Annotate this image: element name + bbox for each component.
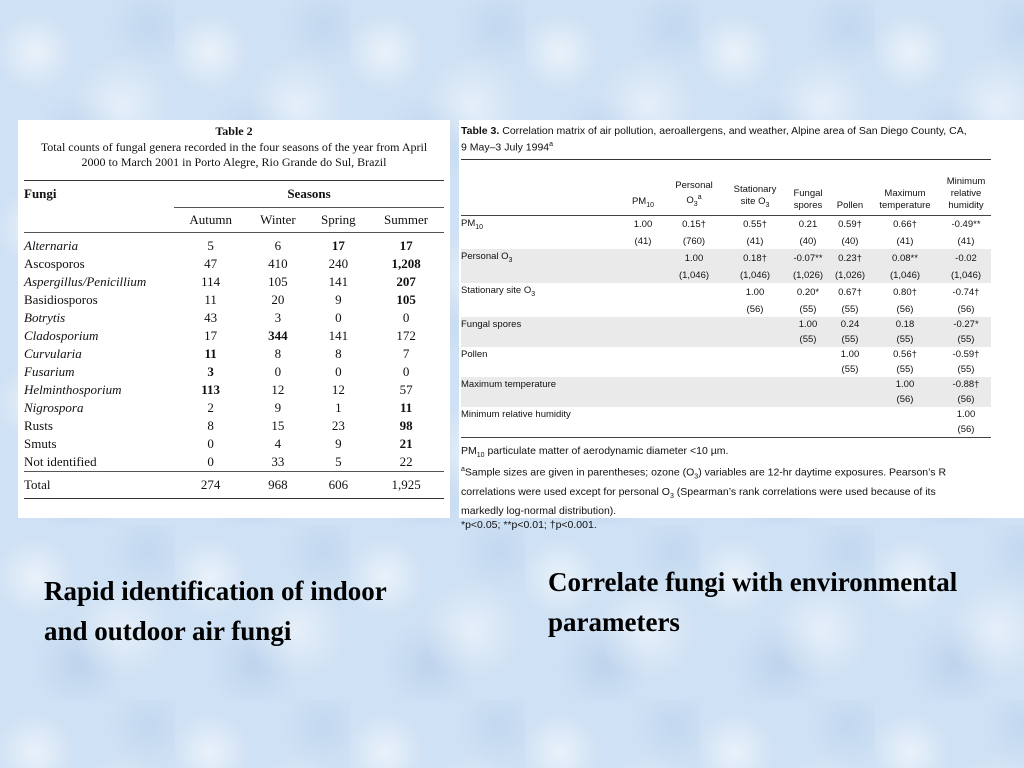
sample-size-cell: (1,026) xyxy=(785,268,831,283)
correlation-cell xyxy=(725,377,785,392)
count-cell: 0 xyxy=(207,454,214,469)
row-label: $PM_{10}$ xyxy=(461,217,484,231)
sample-size-cell xyxy=(869,422,941,438)
count-cell: 7 xyxy=(402,346,410,361)
sample-size-cell xyxy=(785,362,831,377)
sample-size-cell: (55) xyxy=(957,364,975,376)
count-cell: 17 xyxy=(399,238,413,253)
correlation-cell xyxy=(663,407,725,422)
total-cell: 274 xyxy=(174,472,247,499)
correlation-cell: 0.21 xyxy=(798,219,818,231)
count-cell: 9 xyxy=(335,292,342,307)
sample-size-cell xyxy=(725,392,785,407)
correlation-cell: 0.15† xyxy=(682,219,706,231)
count-cell: 9 xyxy=(274,400,282,415)
table-row xyxy=(461,249,991,268)
sample-size-cell xyxy=(831,422,869,438)
count-cell: 105 xyxy=(268,274,288,289)
count-cell: 5 xyxy=(207,238,214,253)
sample-size-cell: (55) xyxy=(869,332,941,347)
total-cell: 968 xyxy=(247,472,308,499)
table-row xyxy=(24,363,444,381)
table-row xyxy=(461,332,991,347)
sample-size-cell xyxy=(623,392,663,407)
count-cell: 344 xyxy=(268,328,288,343)
correlation-cell: -0.27* xyxy=(941,317,991,332)
sample-size-cell: (1,046) xyxy=(725,268,785,283)
table-row xyxy=(461,302,991,317)
sample-size-cell: (1,046) xyxy=(941,268,991,283)
count-cell: 0 xyxy=(402,310,410,325)
sample-size-cell xyxy=(623,332,663,347)
table-row xyxy=(461,392,991,407)
correlation-cell: 0.80† xyxy=(893,287,917,299)
table-3-caption xyxy=(461,124,1024,155)
sample-size-cell xyxy=(623,362,663,377)
row-label-blank xyxy=(461,234,623,249)
caption-footnote-mark: a xyxy=(549,141,554,148)
col-header-fungal-spores: Fungal spores xyxy=(785,159,831,215)
table-row xyxy=(461,268,991,283)
sample-size-cell: (56) xyxy=(941,392,991,407)
count-cell: 15 xyxy=(271,418,285,433)
correlation-cell: 0.18 xyxy=(869,317,941,332)
sample-size-cell xyxy=(725,332,785,347)
table-row xyxy=(461,317,991,332)
season-col-header: Autumn xyxy=(174,208,247,233)
sample-size-cell: (55) xyxy=(785,332,831,347)
count-cell: 8 xyxy=(207,418,214,433)
sample-size-cell xyxy=(785,422,831,438)
count-cell: 98 xyxy=(399,418,413,433)
correlation-cell xyxy=(725,347,785,362)
correlation-cell: 0.23† xyxy=(831,249,869,268)
count-cell: 4 xyxy=(274,436,282,451)
col-header-pm10: $PM_{10}$ xyxy=(623,159,663,215)
sample-size-cell: (41) xyxy=(896,236,914,248)
table-row xyxy=(24,417,444,435)
sample-size-cell: (40) xyxy=(841,236,859,248)
count-cell: 12 xyxy=(271,382,285,397)
fungus-name: Cladosporium xyxy=(24,328,99,343)
count-cell: 0 xyxy=(335,364,342,379)
correlation-cell: 0.18† xyxy=(725,249,785,268)
sample-size-cell xyxy=(663,392,725,407)
correlation-cell xyxy=(725,317,785,332)
count-cell: 240 xyxy=(328,256,349,271)
sample-size-cell: (41) xyxy=(634,236,652,248)
count-cell: 23 xyxy=(331,418,345,433)
count-cell: 12 xyxy=(331,382,345,397)
count-cell: 105 xyxy=(396,292,416,307)
count-cell: 172 xyxy=(396,328,416,343)
col-header-stationary-o3: Stationary site $O_3$ xyxy=(725,159,785,215)
table-row xyxy=(461,234,991,249)
correlation-cell xyxy=(831,377,869,392)
fungus-name: Ascosporos xyxy=(24,256,85,271)
sample-size-cell: (56) xyxy=(957,304,975,316)
fungus-name: Alternaria xyxy=(24,238,79,253)
fungus-name: Helminthosporium xyxy=(24,382,122,397)
table-row xyxy=(461,407,991,422)
table-row xyxy=(24,453,444,472)
total-cell: 606 xyxy=(309,472,369,499)
fungi-header: Fungi xyxy=(24,181,174,208)
row-label: Minimum relative humidity xyxy=(461,409,571,421)
count-cell: 0 xyxy=(402,364,410,379)
count-cell: 57 xyxy=(399,382,413,397)
sample-size-cell xyxy=(725,422,785,438)
fungus-name: Fusarium xyxy=(24,364,75,379)
count-cell: 17 xyxy=(204,328,218,343)
row-label: Pollen xyxy=(461,349,488,361)
table-row xyxy=(24,309,444,327)
count-cell: 9 xyxy=(335,436,342,451)
count-cell: 21 xyxy=(399,436,413,451)
table-row xyxy=(461,362,991,377)
correlation-cell: 1.00 xyxy=(956,409,976,421)
correlation-cell: -0.49** xyxy=(951,219,981,231)
count-cell: 0 xyxy=(335,310,342,325)
season-col-header: Summer xyxy=(368,208,444,233)
fungus-name: Nigrospora xyxy=(24,400,84,415)
table-row xyxy=(24,399,444,417)
correlation-matrix-table xyxy=(461,159,991,439)
sample-size-cell xyxy=(663,332,725,347)
count-cell: 410 xyxy=(268,256,288,271)
correlation-cell: 0.20* xyxy=(796,287,820,299)
correlation-cell xyxy=(663,377,725,392)
sample-size-cell: (41) xyxy=(957,236,975,248)
row-label: Fungal spores xyxy=(461,317,623,332)
sample-size-cell: (1,026) xyxy=(831,268,869,283)
table-row xyxy=(461,283,991,302)
total-row xyxy=(24,472,444,499)
row-label-blank xyxy=(461,422,623,438)
row-label-blank xyxy=(461,392,623,407)
correlation-cell: 0.08** xyxy=(869,249,941,268)
row-label: Maximum temperature xyxy=(461,377,623,392)
row-label-blank xyxy=(461,362,623,377)
count-cell: 33 xyxy=(271,454,285,469)
sample-size-cell: (55) xyxy=(799,304,817,316)
count-cell: 22 xyxy=(399,454,413,469)
count-cell: 2 xyxy=(207,400,214,415)
count-cell: 47 xyxy=(204,256,218,271)
table-3-image xyxy=(459,120,1024,531)
correlation-cell: -0.88† xyxy=(941,377,991,392)
col-header-max-temp: Maximum temperature xyxy=(869,159,941,215)
sample-size-cell xyxy=(725,362,785,377)
table-row xyxy=(461,347,991,362)
row-label: Stationary site $O_3$ xyxy=(461,285,536,299)
count-cell: 0 xyxy=(274,364,282,379)
sample-size-cell: (56) xyxy=(869,392,941,407)
sample-size-cell: (760) xyxy=(682,236,706,248)
col-header-pollen: Pollen xyxy=(831,159,869,215)
correlation-cell: -0.74† xyxy=(952,287,980,299)
correlation-cell xyxy=(623,347,663,362)
correlation-cell: 0.55† xyxy=(743,219,767,231)
correlation-cell xyxy=(785,347,831,362)
count-cell: 114 xyxy=(201,274,221,289)
sample-size-cell: (56) xyxy=(746,304,764,316)
sample-size-cell xyxy=(623,422,663,438)
count-cell: 43 xyxy=(204,310,218,325)
count-cell: 11 xyxy=(399,400,413,415)
correlation-cell xyxy=(785,377,831,392)
correlation-cell: -0.07** xyxy=(785,249,831,268)
correlation-cell: -0.59† xyxy=(952,349,980,361)
row-label: Personal $O_3$ xyxy=(461,249,623,268)
table-3-label: Table 3. xyxy=(461,125,500,137)
correlation-cell: 0.66† xyxy=(893,219,917,231)
correlation-cell xyxy=(623,317,663,332)
right-caption-text: Correlate fungi with environmental parameters xyxy=(548,567,958,637)
count-cell: 1,208 xyxy=(391,256,421,271)
correlation-cell xyxy=(869,407,941,422)
correlation-cell: 1.00 xyxy=(663,249,725,268)
table-row xyxy=(24,327,444,345)
count-cell: 141 xyxy=(328,274,349,289)
sample-size-cell: (56) xyxy=(941,422,991,438)
count-cell: 8 xyxy=(274,346,282,361)
table-row xyxy=(461,377,991,392)
correlation-cell xyxy=(623,249,663,268)
correlation-cell: 1.00 xyxy=(840,349,860,361)
correlation-cell xyxy=(623,407,663,422)
count-cell: 0 xyxy=(207,436,214,451)
table-row xyxy=(24,233,444,256)
count-cell: 207 xyxy=(396,274,416,289)
count-cell: 1 xyxy=(335,400,342,415)
col-header-min-humidity: Minimum relative humidity xyxy=(941,159,991,215)
season-col-header: Spring xyxy=(309,208,369,233)
count-cell: 113 xyxy=(201,382,221,397)
fungus-name: Not identified xyxy=(24,454,97,469)
sample-size-cell: (1,046) xyxy=(663,268,725,283)
table-row xyxy=(461,215,991,234)
table-2-image xyxy=(18,120,450,518)
sample-size-cell xyxy=(623,302,663,317)
correlation-cell xyxy=(623,283,663,302)
table-row xyxy=(24,273,444,291)
correlation-cell xyxy=(831,407,869,422)
correlation-cell xyxy=(623,377,663,392)
sample-size-cell: (40) xyxy=(799,236,817,248)
correlation-cell xyxy=(663,317,725,332)
col-header-personal-o3: Personal $O_3^a$ xyxy=(663,159,725,215)
fungus-name: Curvularia xyxy=(24,346,82,361)
correlation-cell: 0.56† xyxy=(893,349,917,361)
left-caption-text: Rapid identification of indoor and outdoor air fungi xyxy=(44,576,387,646)
count-cell: 6 xyxy=(274,238,282,253)
sample-size-cell: (55) xyxy=(841,304,859,316)
correlation-cell: 1.00 xyxy=(869,377,941,392)
table-2-title: Table 2 xyxy=(215,124,253,138)
count-cell: 5 xyxy=(335,454,342,469)
sample-size-cell: (55) xyxy=(896,364,914,376)
total-label: Total xyxy=(24,472,174,499)
sample-size-cell xyxy=(663,302,725,317)
table-3-caption-line2: 9 May–3 July 1994 xyxy=(461,141,550,154)
correlation-cell xyxy=(725,407,785,422)
table-3-caption-line1: Correlation matrix of air pollution, aeroallergens, and weather, Alpine area of San Diego County, CA, xyxy=(502,125,967,137)
sample-size-cell xyxy=(785,392,831,407)
correlation-cell xyxy=(663,347,725,362)
sample-size-cell xyxy=(831,392,869,407)
fungus-name: Rusts xyxy=(24,418,53,433)
sample-size-cell: (56) xyxy=(896,304,914,316)
sample-size-cell xyxy=(623,268,663,283)
table-row xyxy=(24,291,444,309)
table-3-footnotes: $PM_{10}$ particulate matter of aerodynamic diameter <10 µm. $^a$Sample sizes are given in parentheses; ozone $(O_3)$ variables are 12-hr daytime exposures. Pearson’s R correlations were used except for personal $O_3$ (Spearman’s rank correlations were used because of its markedly log-normal distribution). *p<0.05; **p<0.01; †p<0.001. xyxy=(461,445,947,531)
count-cell: 141 xyxy=(328,328,349,343)
sample-size-cell xyxy=(663,362,725,377)
table-row xyxy=(24,255,444,273)
table-row xyxy=(24,345,444,363)
count-cell: 11 xyxy=(204,346,217,361)
count-cell: 11 xyxy=(204,292,217,307)
fungus-name: Botrytis xyxy=(24,310,66,325)
fungus-name: Smuts xyxy=(24,436,57,451)
correlation-cell: 0.59† xyxy=(838,219,862,231)
correlation-cell: 0.24 xyxy=(831,317,869,332)
sample-size-cell: (41) xyxy=(746,236,764,248)
correlation-cell xyxy=(785,407,831,422)
fungus-name: Aspergillus/Penicillium xyxy=(24,274,147,289)
count-cell: 8 xyxy=(335,346,342,361)
sample-size-cell: (55) xyxy=(831,332,869,347)
fungal-counts-table xyxy=(24,180,444,499)
sample-size-cell: (55) xyxy=(841,364,859,376)
count-cell: 3 xyxy=(207,364,214,379)
correlation-cell: 0.67† xyxy=(838,287,862,299)
season-col-header: Winter xyxy=(247,208,308,233)
correlation-cell: 1.00 xyxy=(785,317,831,332)
total-cell: 1,925 xyxy=(368,472,444,499)
count-cell: 3 xyxy=(274,310,282,325)
row-label-blank xyxy=(461,268,623,283)
fungus-name: Basidiosporos xyxy=(24,292,98,307)
row-label-blank xyxy=(461,302,623,317)
sample-size-cell: (1,046) xyxy=(869,268,941,283)
table-row xyxy=(461,422,991,438)
significance-note: *p<0.05; **p<0.01; †p<0.001. xyxy=(461,518,597,531)
table-2-caption: Total counts of fungal genera recorded in the four seasons of the year from April 2000 to March 2001 in Porto Alegre, Rio Grande do Sul, Brazil xyxy=(40,140,428,169)
correlation-cell: -0.02 xyxy=(941,249,991,268)
correlation-cell xyxy=(663,283,725,302)
count-cell: 17 xyxy=(331,238,345,253)
count-cell: 20 xyxy=(271,292,285,307)
table-row xyxy=(24,435,444,453)
table-row xyxy=(24,381,444,399)
correlation-cell: 1.00 xyxy=(633,219,653,231)
correlation-cell: 1.00 xyxy=(745,287,765,299)
sample-size-cell: (55) xyxy=(941,332,991,347)
seasons-header: Seasons xyxy=(174,181,444,208)
sample-size-cell xyxy=(663,422,725,438)
row-label-blank xyxy=(461,332,623,347)
